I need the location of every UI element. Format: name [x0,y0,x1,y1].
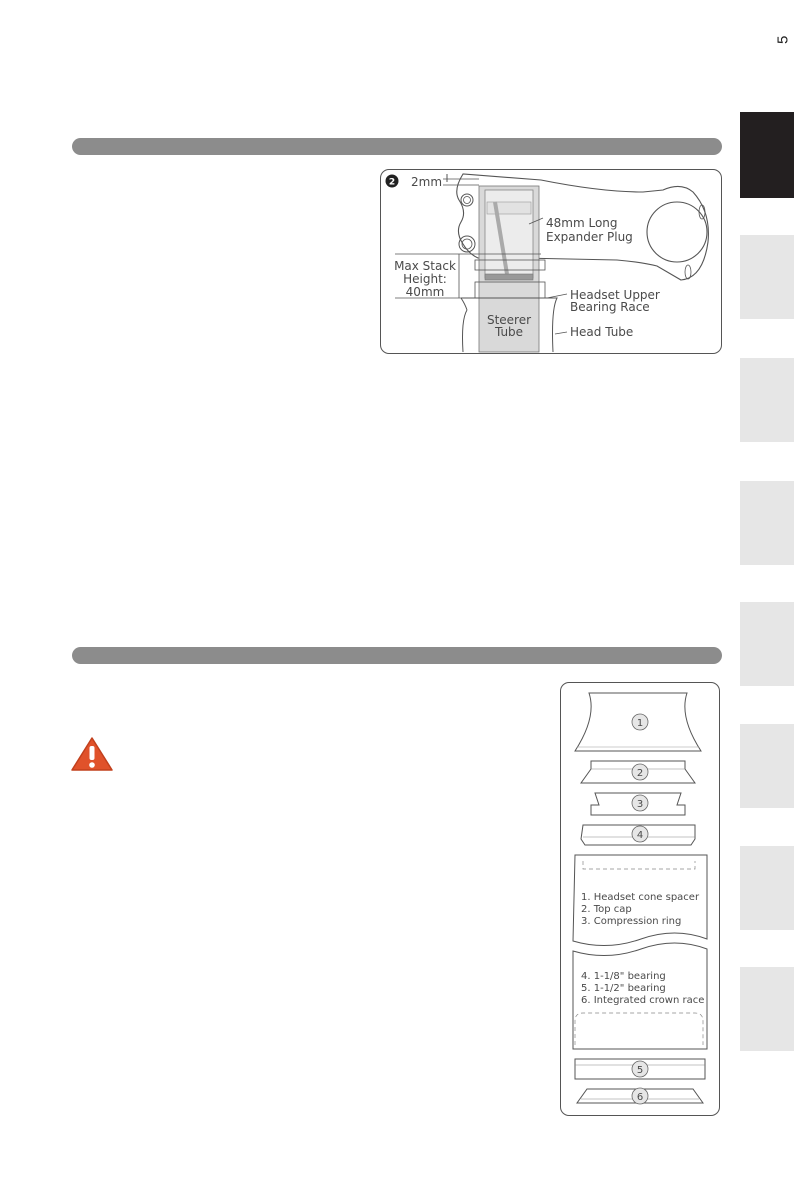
badge-4: 4 [636,830,644,841]
legend-lower-3: 6. Integrated crown race [581,995,705,1006]
tab-4[interactable] [740,481,794,565]
badge-1: 1 [636,718,644,729]
gap-label: 2mm [411,175,443,189]
steerer-label-line1: Steerer [486,313,532,327]
race-label-line2: Bearing Race [570,300,650,314]
badge-6: 6 [636,1092,644,1103]
tab-3[interactable] [740,358,794,442]
warning-triangle-icon [70,736,114,772]
legend-upper-3: 3. Compression ring [581,916,682,927]
tab-2[interactable] [740,235,794,319]
legend-lower-1: 4. 1-1/8" bearing [581,971,666,982]
plug-label-line2: Expander Plug [546,230,633,244]
stack-label-line1: Max Stack [394,259,456,273]
bar-clamp [647,202,707,262]
section-header-bar-1 [72,138,722,155]
stack-label-line3: 40mm [405,285,445,299]
legend-upper-1: 1. Headset cone spacer [581,892,700,903]
stem-diagram-box [380,169,722,354]
badge-2: 2 [636,768,644,779]
stem-diagram [381,170,721,353]
headset-diagram-box [560,682,720,1116]
legend-upper-2: 2. Top cap [581,904,632,915]
tab-8[interactable] [740,967,794,1051]
tab-active[interactable] [740,112,794,198]
tab-7[interactable] [740,846,794,930]
legend-lower-2: 5. 1-1/2" bearing [581,983,666,994]
tab-6[interactable] [740,724,794,808]
section-header-bar-2 [72,647,722,664]
badge-5: 5 [636,1065,644,1076]
tab-5[interactable] [740,602,794,686]
step-badge-text: 2 [388,177,396,188]
plug-label-line1: 48mm Long [546,216,618,230]
page-number: 5 [774,35,792,45]
race-label-line1: Headset Upper [570,288,660,302]
headtube-label: Head Tube [570,325,634,339]
headset-diagram [561,683,719,1115]
badge-3: 3 [636,799,644,810]
steerer-label-line2: Tube [494,325,524,339]
stack-label-line2: Height: [403,272,447,286]
